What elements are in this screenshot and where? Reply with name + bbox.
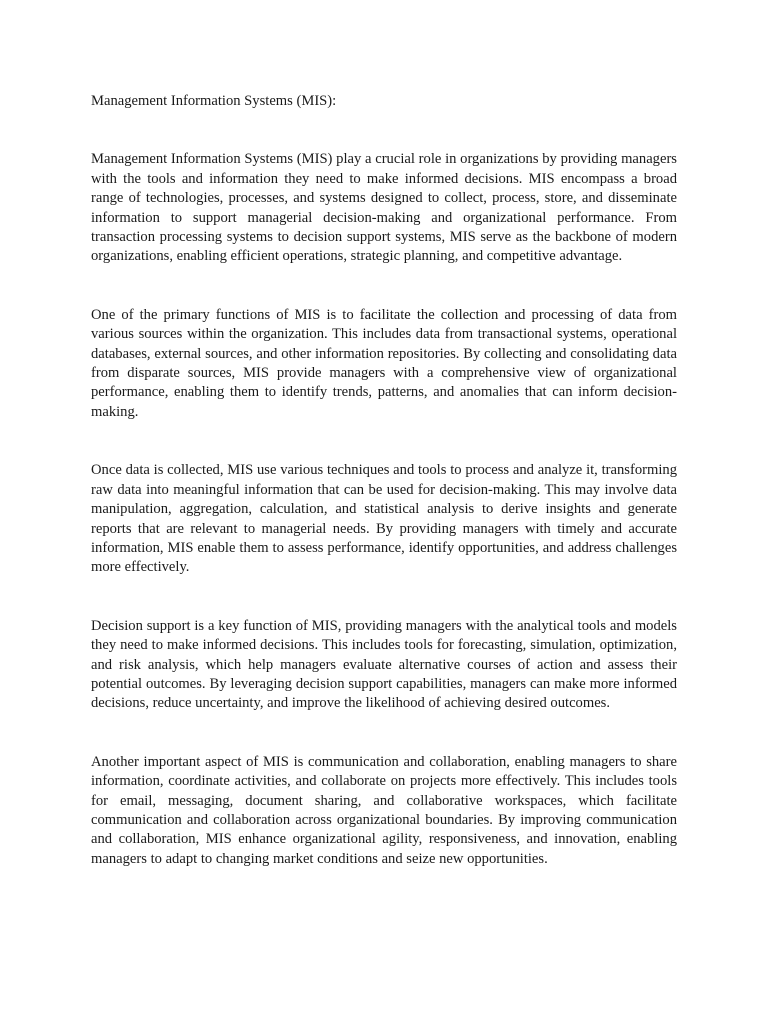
paragraph-data-collection: One of the primary functions of MIS is to facilitate the collection and processing of data from various sources within the organization. This includes data from transactional systems, operational databases, external sources, and other information repositories. By collecting and consolidating data from disparate sources, MIS provide managers with a comprehensive view of organizational performance, enabling them to identify trends, patterns, and anomalies that can inform decision-making.: [91, 306, 677, 420]
document-heading: Management Information Systems (MIS):: [91, 93, 337, 109]
paragraph-data-processing: Once data is collected, MIS use various techniques and tools to process and analyze it, transforming raw data into meaningful information that can be used for decision-making. This may involve data manipulation, aggregation, calculation, and statistical analysis to derive insights and generate reports that are relevant to managerial needs. By providing managers with timely and accurate information, MIS enable them to assess performance, identify opportunities, and address challenges more effectively.: [91, 462, 677, 576]
document-body: [91, 92, 677, 869]
paragraph-intro: Management Information Systems (MIS) play a crucial role in organizations by providing managers with the tools and information they need to make informed decisions. MIS encompass a broad range of technologies, processes, and systems designed to collect, process, store, and disseminate information to support managerial decision-making and organizational performance. From transaction processing systems to decision support systems, MIS serve as the backbone of modern organizations, enabling efficient operations, strategic planning, and competitive advantage.: [91, 151, 677, 265]
paragraph-decision-support: Decision support is a key function of MIS, providing managers with the analytical tools and models they need to make informed decisions. This includes tools for forecasting, simulation, optimization, and risk analysis, which help managers evaluate alternative courses of action and assess their potential outcomes. By leveraging decision support capabilities, managers can make more informed decisions, reduce uncertainty, and improve the likelihood of achieving desired outcomes.: [91, 617, 677, 712]
paragraph-communication: Another important aspect of MIS is communication and collaboration, enabling managers to share information, coordinate activities, and collaborate on projects more effectively. This includes tools for email, messaging, document sharing, and collaborative workspaces, which facilitate communication and collaboration across organizational boundaries. By improving communication and collaboration, MIS enhance organizational agility, responsiveness, and innovation, enabling managers to adapt to changing market conditions and seize new opportunities.: [91, 753, 677, 867]
